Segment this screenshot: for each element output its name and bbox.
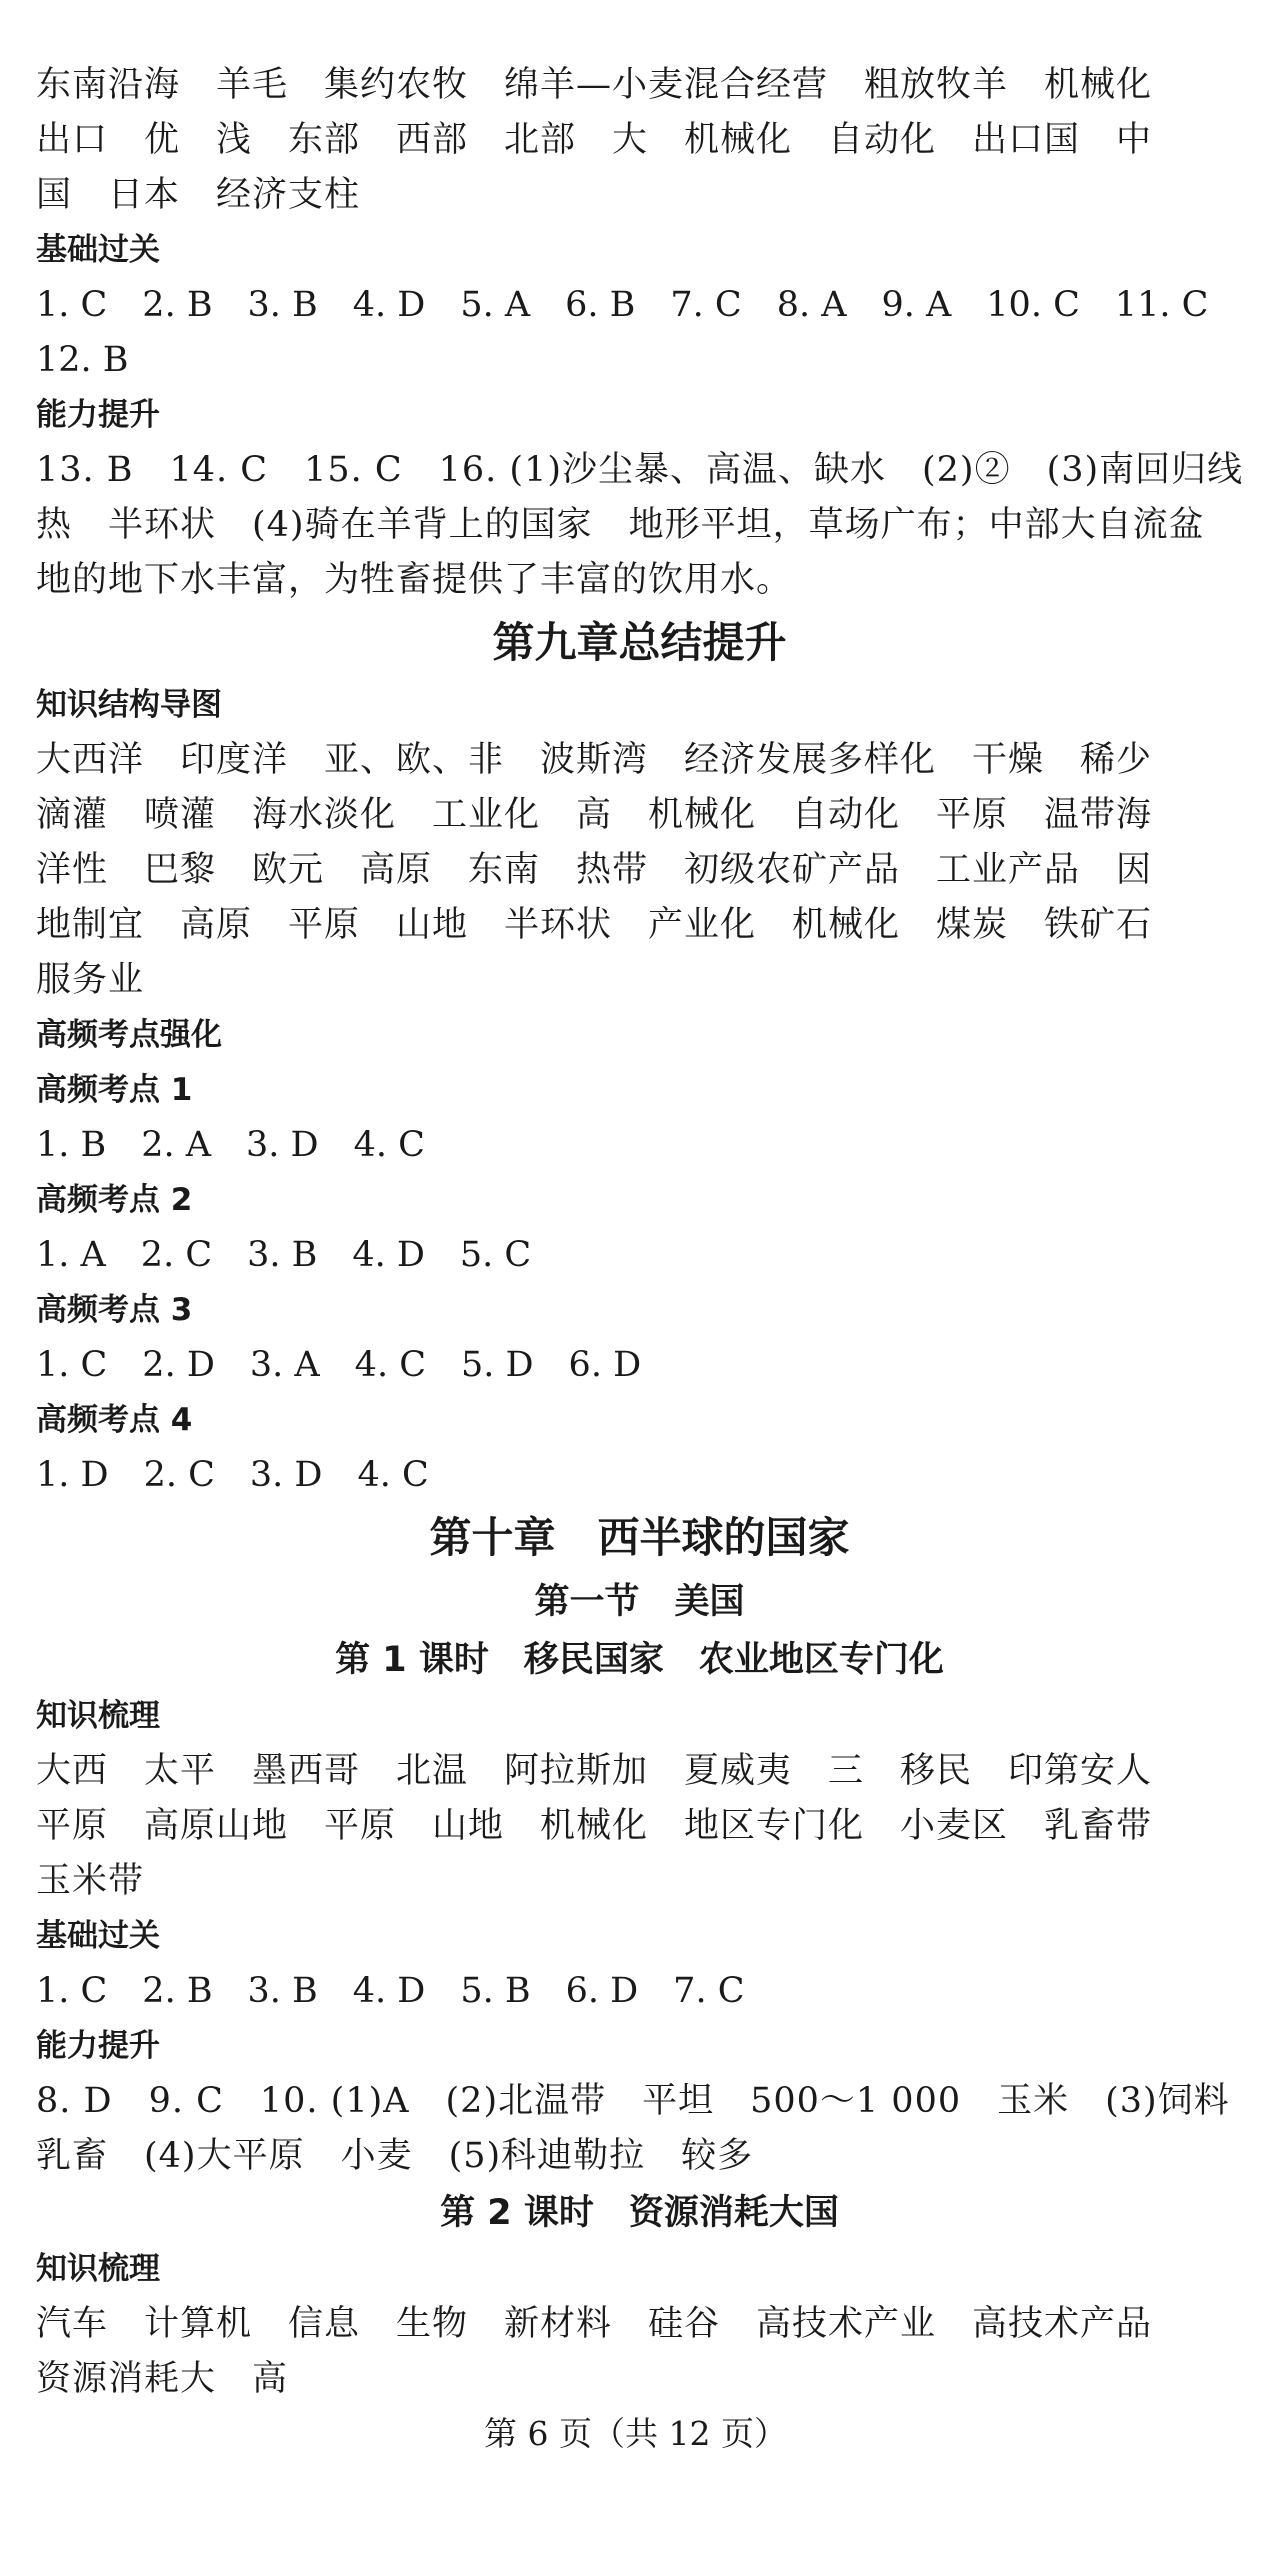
answer-line: 1. C 2. D 3. A 4. C 5. D 6. D xyxy=(36,1345,642,1385)
answer-line: 13. B 14. C 15. C 16. (1)沙尘暴、高温、缺水 (2)② (3)南回归线 xyxy=(36,450,1244,490)
answer-line: 12. B xyxy=(36,340,129,380)
section-label-basic: 基础过关 xyxy=(36,1918,160,1954)
point-label: 高频考点 2 xyxy=(36,1182,193,1218)
text-line: 出口 优 浅 东部 西部 北部 大 机械化 自动化 出口国 中 xyxy=(36,120,1153,160)
section-label-strengthen: 高频考点强化 xyxy=(36,1017,222,1053)
section-label-knowledge: 知识梳理 xyxy=(36,2251,160,2287)
text-line: 汽车 计算机 信息 生物 新材料 硅谷 高技术产业 高技术产品 xyxy=(36,2304,1153,2344)
answer-line: 1. C 2. B 3. B 4. D 5. A 6. B 7. C 8. A 9. A 10. C 11. C xyxy=(36,285,1209,325)
answer-line: 乳畜 (4)大平原 小麦 (5)科迪勒拉 较多 xyxy=(36,2136,754,2176)
point-label: 高频考点 4 xyxy=(36,1402,193,1438)
section-title: 第一节 美国 xyxy=(534,1582,745,1622)
answer-line: 8. D 9. C 10. (1)A (2)北温带 平坦 500～1 000 玉米 (3)饲料 xyxy=(36,2081,1230,2121)
text-line: 玉米带 xyxy=(36,1861,145,1901)
text-line: 平原 高原山地 平原 山地 机械化 地区专门化 小麦区 乳畜带 xyxy=(36,1806,1153,1846)
page-footer: 第 6 页（共 12 页） xyxy=(484,2414,787,2453)
point-label: 高频考点 3 xyxy=(36,1292,193,1328)
text-line: 滴灌 喷灌 海水淡化 工业化 高 机械化 自动化 平原 温带海 xyxy=(36,795,1153,835)
section-label-ability: 能力提升 xyxy=(36,2028,160,2064)
text-line: 洋性 巴黎 欧元 高原 东南 热带 初级农矿产品 工业产品 因 xyxy=(36,850,1153,890)
text-line: 大西 太平 墨西哥 北温 阿拉斯加 夏威夷 三 移民 印第安人 xyxy=(36,1751,1153,1791)
answer-line: 地的地下水丰富，为牲畜提供了丰富的饮用水。 xyxy=(36,560,793,600)
section-label-basic: 基础过关 xyxy=(36,232,160,268)
text-line: 国 日本 经济支柱 xyxy=(36,175,361,215)
text-line: 服务业 xyxy=(36,960,145,1000)
answer-line: 1. B 2. A 3. D 4. C xyxy=(36,1125,425,1165)
section-label-ability: 能力提升 xyxy=(36,397,160,433)
section-label-structure: 知识结构导图 xyxy=(36,687,222,723)
point-label: 高频考点 1 xyxy=(36,1072,193,1108)
text-line: 东南沿海 羊毛 集约农牧 绵羊—小麦混合经营 粗放牧羊 机械化 xyxy=(36,65,1153,105)
lesson-title: 第 1 课时 移民国家 农业地区专门化 xyxy=(335,1640,944,1680)
text-line: 大西洋 印度洋 亚、欧、非 波斯湾 经济发展多样化 干燥 稀少 xyxy=(36,740,1153,780)
text-line: 地制宜 高原 平原 山地 半环状 产业化 机械化 煤炭 铁矿石 xyxy=(36,905,1153,945)
chapter-title: 第十章 西半球的国家 xyxy=(429,1513,850,1562)
lesson-title: 第 2 课时 资源消耗大国 xyxy=(440,2193,839,2233)
chapter-title: 第九章总结提升 xyxy=(492,618,787,667)
text-line: 资源消耗大 高 xyxy=(36,2359,289,2399)
answer-line: 热 半环状 (4)骑在羊背上的国家 地形平坦，草场广布；中部大自流盆 xyxy=(36,505,1205,545)
answer-line: 1. A 2. C 3. B 4. D 5. C xyxy=(36,1235,532,1275)
answer-line: 1. C 2. B 3. B 4. D 5. B 6. D 7. C xyxy=(36,1971,745,2011)
answer-line: 1. D 2. C 3. D 4. C xyxy=(36,1455,429,1495)
section-label-knowledge: 知识梳理 xyxy=(36,1698,160,1734)
